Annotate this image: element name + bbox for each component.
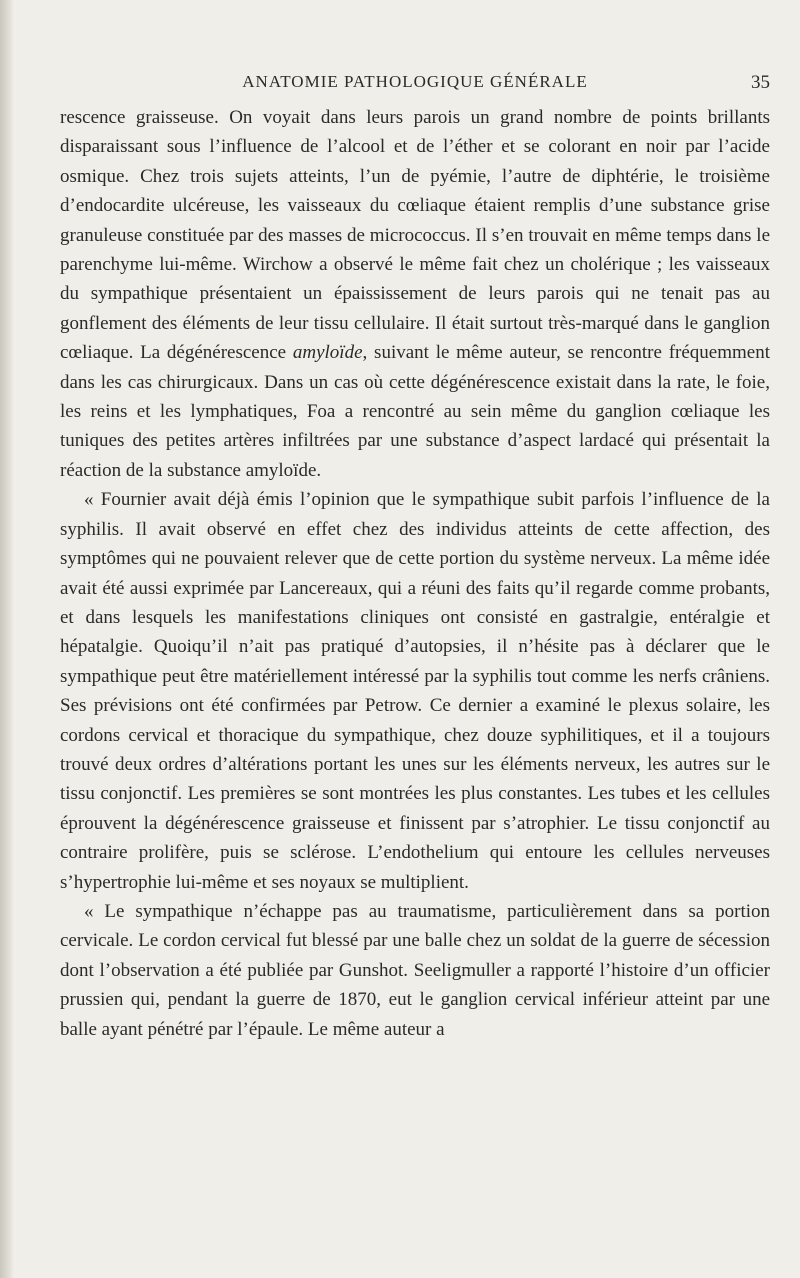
- paragraph-1: [60, 103, 770, 485]
- page-header: [60, 72, 770, 96]
- page-binding-shadow: [0, 0, 14, 1278]
- running-head: ANATOMIE PATHOLOGIQUE GÉNÉRALE: [242, 72, 588, 91]
- paragraph-1-emphasis: amyloïde: [292, 342, 363, 364]
- paragraph-1-text-start: rescence graisseuse. On voyait dans leurs parois un grand nombre de points brillants disparaissant sous l’influence de l’alcool et de l’éther et se colorant en noir par l’acide osmique. Chez trois sujets atteints, l’un de pyémie, l’autre de diphtérie, le troisième d’endocardite ulcéreuse, les vaisseaux du cœliaque étaient remplis d’une substance grise granuleuse constituée par des masses de micrococcus. Il s’en trouvait en même temps dans le parenchyme lui-même. Wirchow a observé le même fait chez un cholérique ; les vaisseaux du sympathique présentaient un épaississement de leurs parois qui ne tenait pas au gonflement des éléments de leur tissu cellulaire. Il était surtout très-marqué dans le ganglion cœliaque. La dégénérescence: [60, 107, 770, 364]
- page-number: 35: [751, 72, 770, 93]
- paragraph-3: « Le sympathique n’échappe pas au traumatisme, particulièrement dans sa portion cervicale. Le cordon cervical fut blessé par une balle chez un soldat de la guerre de sécession dont l’observation a été publiée par Gunshot. Seeligmuller a rapporté l’histoire d’un officier prussien qui, pendant la guerre de 1870, eut le ganglion cervical inférieur atteint par une balle ayant pénétré par l’épaule. Le même auteur a: [60, 900, 770, 1040]
- paragraph-2: « Fournier avait déjà émis l’opinion que le sympathique subit parfois l’influence de la syphilis. Il avait observé en effet chez des individus atteints de cette affection, des symptômes qui ne pouvaient relever que de cette portion du système nerveux. La même idée avait été aussi exprimée par Lancereaux, qui a réuni des faits qu’il regarde comme probants, et dans lesquels les manifestations cliniques ont consisté en gastralgie, entéralgie et hépatalgie. Quoiqu’il n’ait pas pratiqué d’autopsies, il n’hésite pas à déclarer que le sympathique peut être matériellement intéressé par la syphilis tout comme les nerfs crâniens. Ses prévisions ont été confirmées par Petrow. Ce dernier a examiné le plexus solaire, les cordons cervical et thoracique du sympathique, chez douze syphilitiques, et il a toujours trouvé deux ordres d’altérations portant les unes sur les éléments nerveux, les autres sur le tissu conjonctif. Les premières se sont montrées les plus constantes. Les tubes et les cellules éprouvent la dégénérescence graisseuse et finissent par s’atrophier. Le tissu conjonctif au contraire prolifère, puis se sclérose. L’endothelium qui entoure les cellules nerveuses s’hypertrophie lui-même et ses noyaux se multiplient.: [60, 489, 770, 893]
- paragraph-1-text-end: , suivant le même auteur, se rencontre fréquemment dans les cas chirurgicaux. Dans un cas où cette dégénérescence existait dans la rate, le foie, les reins et les lymphatiques, Foa a rencontré au sein même du ganglion cœliaque les tuniques des petites artères infiltrées par une substance d’aspect lardacé qui présentait la réaction de la substance amyloïde.: [60, 342, 770, 481]
- body-text: [60, 103, 770, 1044]
